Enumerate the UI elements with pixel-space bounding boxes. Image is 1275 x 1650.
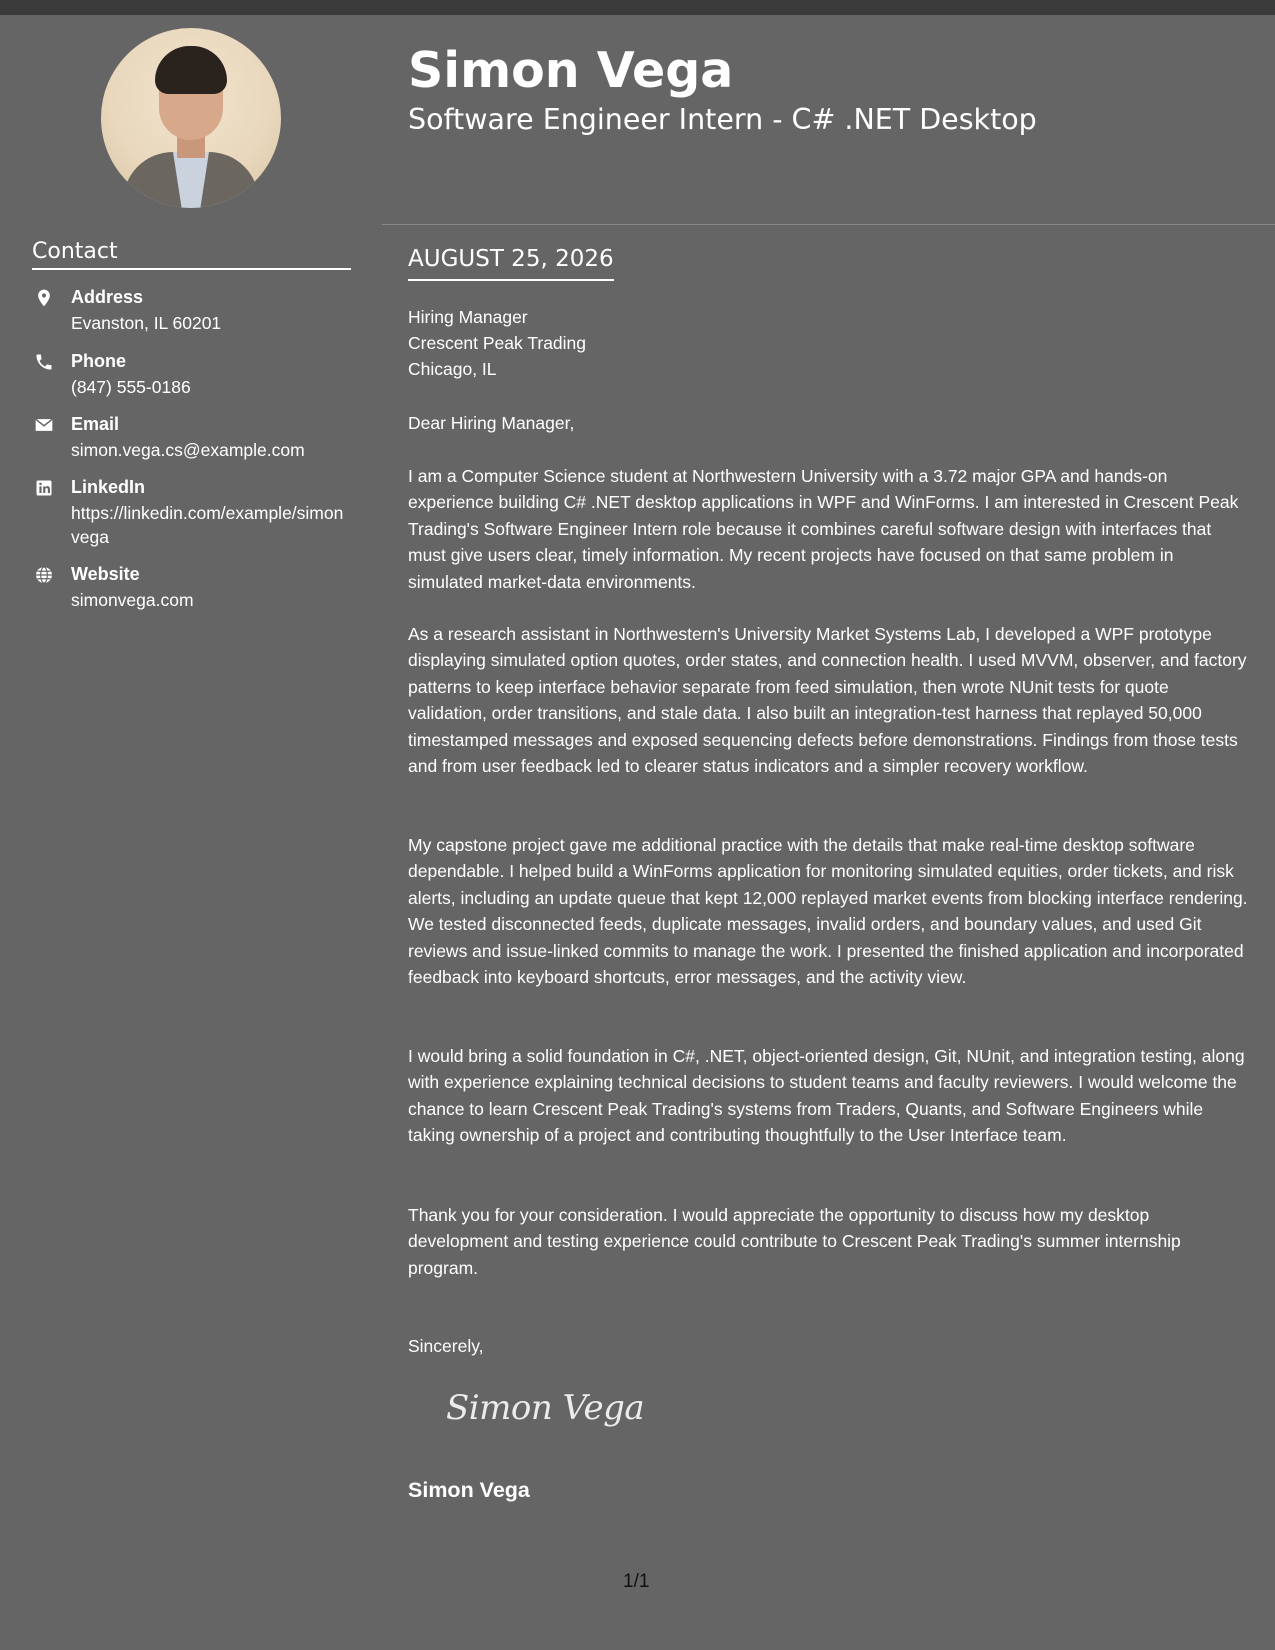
profile-photo bbox=[101, 28, 281, 208]
globe-icon bbox=[34, 565, 54, 585]
letter-paragraph: Thank you for your consideration. I would appreciate the opportunity to discuss how my desktop development and testing experience could contribute to Crescent Peak Trading's summer internship program. bbox=[408, 1205, 1181, 1278]
recipient-block bbox=[408, 304, 586, 382]
recipient-line: Hiring Manager bbox=[408, 307, 528, 327]
phone-icon bbox=[34, 352, 54, 372]
map-pin-icon bbox=[34, 288, 54, 308]
letter-paragraph: I would bring a solid foundation in C#, .NET, object-oriented design, Git, NUnit, and integration testing, along with experience explaining technical decisions to student teams and faculty reviewers. I would welcome the chance to learn Crescent Peak Trading's systems from Traders, Quants, and Software Engineers while taking ownership of a project and contributing thoughtfully to the User Interface team. bbox=[408, 1046, 1245, 1146]
top-bar bbox=[0, 0, 1275, 15]
header-divider bbox=[382, 224, 1275, 225]
letter-paragraph: As a research assistant in Northwestern's University Market Systems Lab, I developed a WPF prototype displaying simulated option quotes, order states, and connection health. I used MVVM, observer, and factory patterns to keep interface behavior separate from feed simulation, then wrote NUnit tests for quote validation, order transitions, and stale data. I also built an integration-test harness that replayed 50,000 timestamped messages and exposed sequencing defects before demonstrations. Findings from those tests and from user feedback led to clearer status indicators and a simpler recovery workflow. bbox=[408, 624, 1247, 777]
email-label: Email bbox=[71, 414, 120, 434]
handwritten-signature: Simon Vega bbox=[446, 1388, 645, 1428]
letter-date: AUGUST 25, 2026 bbox=[408, 246, 614, 281]
phone-label: Phone bbox=[71, 351, 127, 371]
job-title: Software Engineer Intern - C# .NET Desktop bbox=[408, 103, 1037, 136]
linkedin-label: LinkedIn bbox=[71, 477, 146, 497]
website-value[interactable]: simonvega.com bbox=[71, 590, 194, 610]
recipient-line: Chicago, IL bbox=[408, 359, 497, 379]
linkedin-value[interactable]: https://linkedin.com/example/simonvega bbox=[71, 503, 344, 547]
contact-heading: Contact bbox=[32, 240, 351, 270]
candidate-name: Simon Vega bbox=[408, 42, 734, 99]
linkedin-icon bbox=[34, 478, 54, 498]
envelope-icon bbox=[34, 415, 54, 435]
address-label: Address bbox=[71, 287, 144, 307]
phone-value: (847) 555-0186 bbox=[71, 377, 191, 397]
closing: Sincerely, bbox=[408, 1336, 484, 1356]
email-value[interactable]: simon.vega.cs@example.com bbox=[71, 440, 305, 460]
recipient-line: Crescent Peak Trading bbox=[408, 333, 587, 353]
website-label: Website bbox=[71, 564, 140, 584]
salutation: Dear Hiring Manager, bbox=[408, 413, 575, 433]
address-value: Evanston, IL 60201 bbox=[71, 313, 222, 333]
letter-paragraph: My capstone project gave me additional practice with the details that make real-time desktop software dependable. I helped build a WinForms application for monitoring simulated equities, order tickets, and risk alerts, including an update queue that kept 12,000 replayed market events from blocking interface rendering. We tested disconnected feeds, duplicate messages, invalid orders, and boundary values, and used Git reviews and issue-linked commits to manage the work. I presented the finished application and incorporated feedback into keyboard shortcuts, error messages, and the activity view. bbox=[408, 835, 1248, 988]
signer-name: Simon Vega bbox=[408, 1478, 530, 1502]
letter-paragraph: I am a Computer Science student at Northwestern University with a 3.72 major GPA and hands-on experience building C# .NET desktop applications in WPF and WinForms. I am interested in Crescent Peak Trading's Software Engineer Intern role because it combines careful software design with interfaces that must give users clear, timely information. My recent projects have focused on that same problem in simulated market-data environments. bbox=[408, 466, 1239, 592]
page-number: 1/1 bbox=[623, 1571, 650, 1592]
